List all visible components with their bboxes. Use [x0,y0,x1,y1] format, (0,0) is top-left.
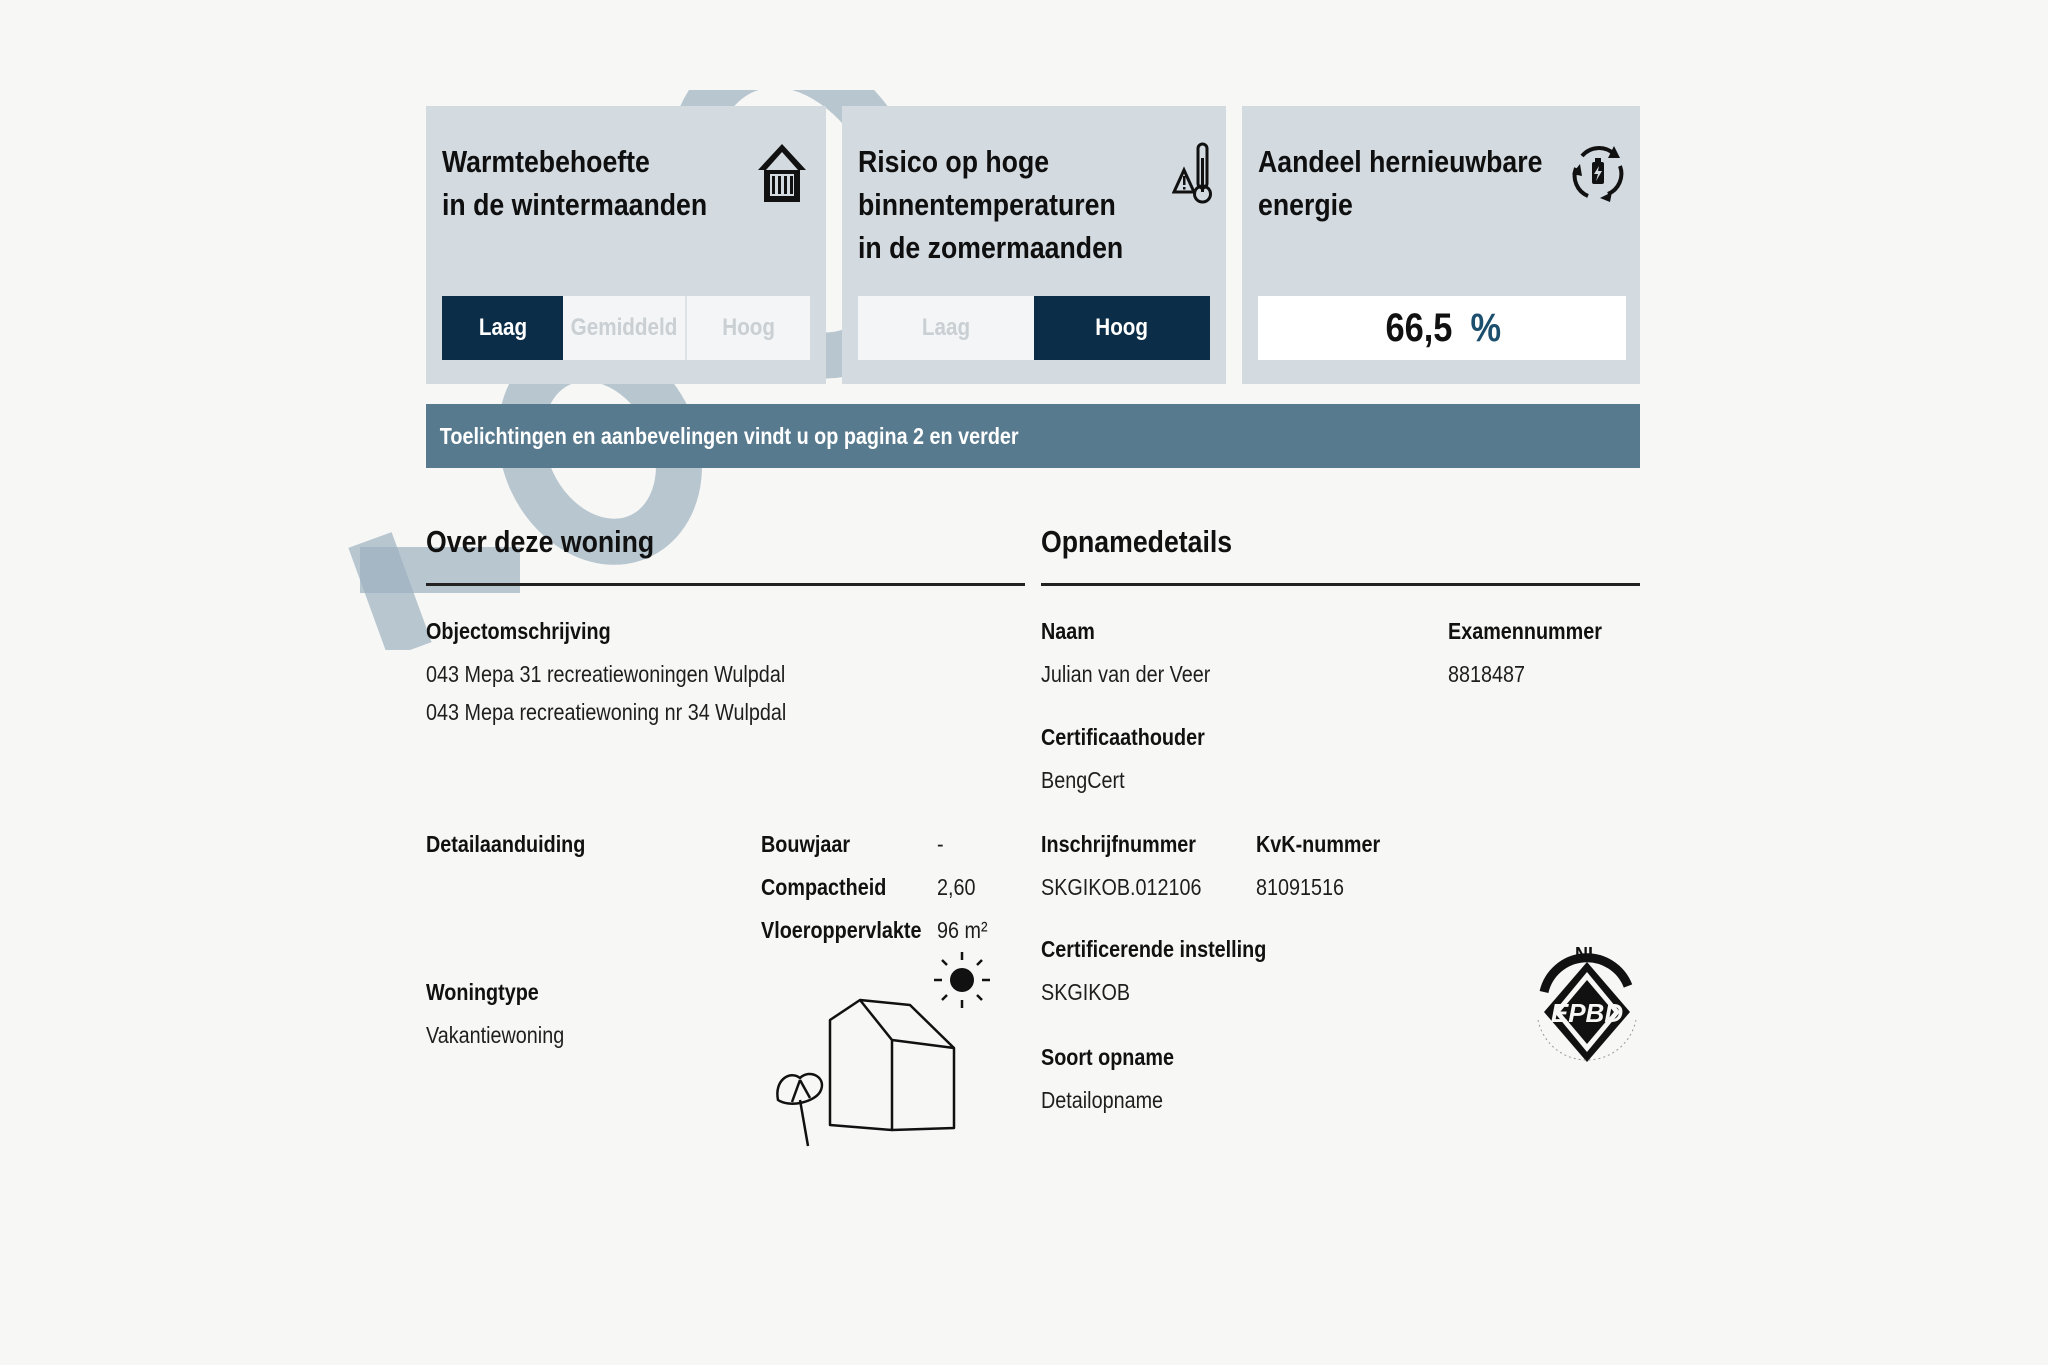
registration-number-label: Inschrijfnummer [1041,831,1196,857]
heat-demand-title-line2: in de wintermaanden [442,187,708,222]
section-title-woning: Over deze woning [426,524,655,559]
overheating-title-line2: binnentemperaturen [858,187,1116,222]
house-heating-icon [756,142,808,204]
epbd-logo [1532,940,1642,1084]
renewable-title-line1: Aandeel hernieuwbare [1258,144,1543,179]
overheating-title-line1: Risico op hoge [858,144,1050,179]
overheating-title [858,140,1123,269]
house-illustration [770,940,1010,1150]
detail-label: Detailaanduiding [426,831,586,857]
section-divider-opname [1041,583,1640,586]
overheat-option-laag: Laag [921,314,971,341]
object-description-line2: 043 Mepa recreatiewoning nr 34 Wulpdal [426,699,787,725]
certificate-holder-value: BengCert [1041,767,1125,793]
thermometer-warning-icon [1172,140,1214,206]
exam-number-value: 8818487 [1448,661,1526,687]
flower-icon [777,1074,822,1146]
certificate-holder-label: Certificaathouder [1041,724,1205,750]
survey-type-label: Soort opname [1041,1044,1174,1070]
epbd-logo-text: EPBD [1550,998,1624,1028]
object-description-line1: 043 Mepa 31 recreatiewoningen Wulpdal [426,661,786,687]
renewable-title [1258,140,1542,226]
heat-demand-title-line1: Warmtebehoefte [442,144,650,179]
build-year-label: Bouwjaar [761,831,851,857]
section-divider-woning [426,583,1025,586]
epbd-country-text: NL [1575,944,1599,964]
info-banner [426,404,1640,468]
section-title-opname: Opnamedetails [1041,524,1233,559]
overheating-risk-card [842,106,1226,384]
overheating-title-line3: in de zomermaanden [858,230,1124,265]
heat-demand-title [442,140,707,226]
sun-icon [934,952,990,1008]
compactness-label: Compactheid [761,874,887,900]
heat-demand-scale [442,296,810,360]
exam-number-label: Examennummer [1448,618,1602,644]
survey-type-value: Detailopname [1041,1087,1164,1113]
renewable-percentage: 66,5 [1385,305,1453,350]
renewable-share-value [1258,296,1626,360]
percent-unit: % [1470,305,1502,350]
overheat-option-hoog: Hoog [1034,296,1210,360]
renewable-title-line2: energie [1258,187,1353,222]
heat-option-hoog: Hoog [722,314,775,341]
name-label: Naam [1041,618,1095,644]
info-banner-text: Toelichtingen en aanbevelingen vindt u op pagina 2 en verder [439,422,1019,449]
kvk-number-label: KvK-nummer [1256,831,1381,857]
floor-area-value: 96 m² [937,917,988,943]
renewable-energy-icon [1570,142,1626,202]
registration-number-value: SKGIKOB.012106 [1041,874,1202,900]
kvk-number-value: 81091516 [1256,874,1345,900]
compactness-value: 2,60 [937,874,976,900]
house-type-label: Woningtype [426,979,539,1005]
house-type-value: Vakantiewoning [426,1022,565,1048]
floor-area-label: Vloeroppervlakte [761,917,922,943]
object-description-label: Objectomschrijving [426,618,611,644]
overheating-scale [858,296,1210,360]
certifying-body-value: SKGIKOB [1041,979,1131,1005]
renewable-share-card [1242,106,1640,384]
certifying-body-label: Certificerende instelling [1041,936,1267,962]
heat-option-gemiddeld: Gemiddeld [563,296,687,360]
build-year-value: - [937,831,944,857]
heat-demand-card [426,106,826,384]
name-value: Julian van der Veer [1041,661,1211,687]
heat-option-laag: Laag [442,296,563,360]
